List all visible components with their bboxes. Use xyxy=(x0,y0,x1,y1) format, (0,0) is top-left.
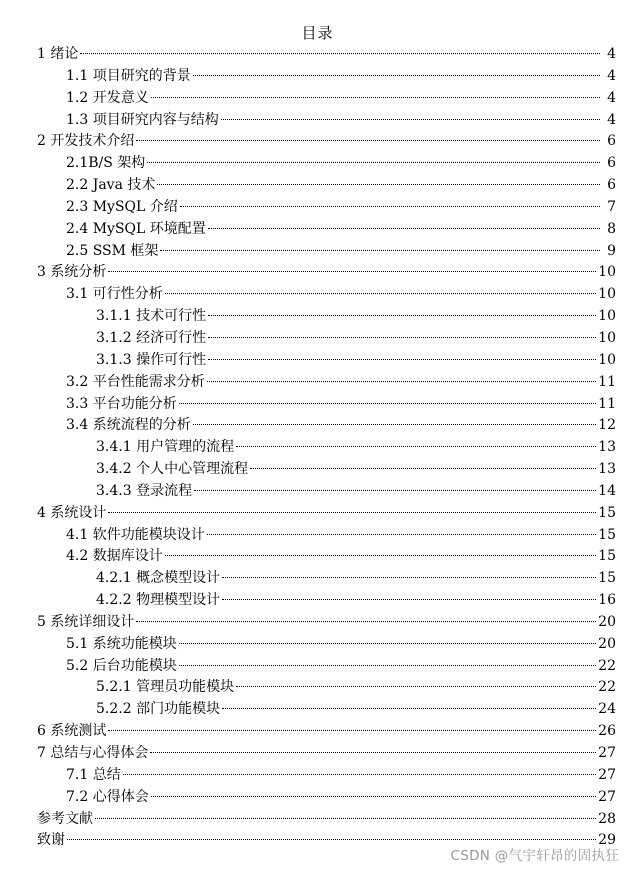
toc-entry-label: 3.1.1 技术可行性 xyxy=(96,308,207,325)
dot-leader xyxy=(150,752,596,753)
toc-entry-page-number: 8 xyxy=(607,220,616,237)
toc-entry-page-number: 24 xyxy=(598,701,616,718)
dot-leader xyxy=(222,577,596,578)
toc-entry-page-number: 15 xyxy=(598,526,616,543)
toc-entry-page-number: 7 xyxy=(607,198,616,215)
dot-leader xyxy=(222,599,596,600)
toc-entry-page-number: 6 xyxy=(607,133,616,150)
toc-entry[interactable] xyxy=(37,612,616,634)
dot-leader xyxy=(179,643,596,644)
toc-entry-label: 5.2.1 管理员功能模块 xyxy=(96,679,235,696)
toc-entry-page-number: 13 xyxy=(598,461,616,478)
toc-entry[interactable] xyxy=(37,306,616,328)
toc-entry-label: 5.1 系统功能模块 xyxy=(66,635,177,652)
toc-entry[interactable] xyxy=(37,131,616,153)
toc-entry-label: 2.5 SSM 框架 xyxy=(66,242,159,259)
toc-entry-page-number: 10 xyxy=(598,329,616,346)
watermark: CSDN @气宇轩昂的固执狂 xyxy=(450,848,619,864)
dot-leader xyxy=(80,53,600,54)
toc-entry-page-number: 10 xyxy=(598,351,616,368)
toc-entry[interactable] xyxy=(37,372,616,394)
dot-leader xyxy=(236,686,596,687)
dot-leader xyxy=(157,184,600,185)
toc-entry[interactable] xyxy=(37,153,616,175)
toc-entry-label: 3.3 平台功能分析 xyxy=(66,395,177,412)
dot-leader xyxy=(95,818,596,819)
dot-leader xyxy=(250,468,596,469)
dot-leader xyxy=(207,381,596,382)
toc-entry[interactable] xyxy=(37,765,616,787)
dot-leader xyxy=(108,730,596,731)
toc-entry[interactable] xyxy=(37,699,616,721)
dot-leader xyxy=(151,97,600,98)
dot-leader xyxy=(165,293,596,294)
toc-entry-label: 3.4 系统流程的分析 xyxy=(66,417,191,434)
dot-leader xyxy=(136,621,596,622)
toc-entry[interactable] xyxy=(37,437,616,459)
toc-entry-label: 4.1 软件功能模块设计 xyxy=(66,526,205,543)
toc-entry-page-number: 14 xyxy=(598,482,616,499)
toc-entry[interactable] xyxy=(37,809,616,831)
dot-leader xyxy=(221,119,600,120)
toc-entry[interactable] xyxy=(37,459,616,481)
toc-entry-page-number: 10 xyxy=(598,286,616,303)
toc-entry[interactable] xyxy=(37,66,616,88)
toc-entry-label: 参考文献 xyxy=(37,810,93,827)
toc-entry[interactable] xyxy=(37,328,616,350)
toc-entry[interactable] xyxy=(37,197,616,219)
toc-entry-page-number: 27 xyxy=(598,745,616,761)
toc-entry-page-number: 10 xyxy=(598,308,616,325)
toc-entry-label: 1.1 项目研究的背景 xyxy=(66,67,191,84)
toc-entry-page-number: 6 xyxy=(607,177,616,194)
toc-entry-label: 5 系统详细设计 xyxy=(37,613,135,630)
toc-entry-page-number: 28 xyxy=(598,810,616,827)
dot-leader xyxy=(108,512,596,513)
toc-entry-label: 3.4.3 登录流程 xyxy=(96,482,193,499)
toc-entry-page-number: 11 xyxy=(598,373,616,390)
toc-entry-page-number: 15 xyxy=(598,570,616,587)
toc-entry-label: 3.4.1 用户管理的流程 xyxy=(96,439,235,456)
toc-entry-page-number: 13 xyxy=(598,439,616,456)
dot-leader xyxy=(222,708,596,709)
toc-entry-page-number: 27 xyxy=(598,788,616,805)
dot-leader xyxy=(179,403,596,404)
toc-entry[interactable] xyxy=(37,677,616,699)
toc-entry-label: 2.2 Java 技术 xyxy=(66,177,156,194)
dot-leader xyxy=(151,796,596,797)
dot-leader xyxy=(136,140,600,141)
dot-leader xyxy=(179,665,596,666)
toc-entry-label: 4.2.2 物理模型设计 xyxy=(96,592,221,609)
toc-entry[interactable] xyxy=(37,219,616,241)
toc-entry[interactable] xyxy=(37,656,616,678)
toc-entry[interactable] xyxy=(37,284,616,306)
dot-leader xyxy=(208,359,596,360)
dot-leader xyxy=(193,75,600,76)
dot-leader xyxy=(123,774,596,775)
toc-entry[interactable] xyxy=(37,481,616,503)
toc-title: 目录 xyxy=(301,24,334,42)
toc-entry-page-number: 4 xyxy=(607,111,616,128)
toc-entry[interactable] xyxy=(37,743,616,765)
toc-entry-page-number: 11 xyxy=(598,395,616,412)
toc-entry-page-number: 6 xyxy=(607,155,616,172)
toc-entry-label: 2 开发技术介绍 xyxy=(37,133,135,150)
toc-entry-label: 4.2.1 概念模型设计 xyxy=(96,570,221,587)
toc-entry[interactable] xyxy=(37,525,616,547)
toc-entry[interactable] xyxy=(37,88,616,110)
dot-leader xyxy=(108,271,596,272)
toc-entry-label: 2.3 MySQL 介绍 xyxy=(66,198,178,215)
toc-entry-label: 4.2 数据库设计 xyxy=(66,548,163,565)
toc-entry-label: 3 系统分析 xyxy=(37,264,107,281)
toc-entry[interactable] xyxy=(37,634,616,656)
toc-entry-page-number: 4 xyxy=(607,46,616,62)
toc-entry-page-number: 20 xyxy=(598,613,616,630)
toc-entry[interactable] xyxy=(37,175,616,197)
toc-entry-label: 7 总结与心得体会 xyxy=(37,745,149,761)
toc-entry[interactable] xyxy=(37,787,616,809)
toc-entry-label: 2.4 MySQL 环境配置 xyxy=(66,220,206,237)
toc-entry-label: 5.2 后台功能模块 xyxy=(66,657,177,674)
toc-entry-label: 3.1.3 操作可行性 xyxy=(96,351,207,368)
dot-leader xyxy=(67,839,596,840)
dot-leader xyxy=(180,206,600,207)
dot-leader xyxy=(208,315,596,316)
toc-entry[interactable] xyxy=(37,721,616,743)
toc-entry-label: 3.1 可行性分析 xyxy=(66,286,163,303)
toc-entry[interactable] xyxy=(37,110,616,132)
dot-leader xyxy=(207,534,596,535)
toc-entry-page-number: 4 xyxy=(607,67,616,84)
toc-entry[interactable] xyxy=(37,241,616,263)
dot-leader xyxy=(160,250,600,251)
dot-leader xyxy=(193,424,596,425)
dot-leader xyxy=(236,446,596,447)
toc-entry-page-number: 4 xyxy=(607,89,616,106)
toc-entry[interactable] xyxy=(37,590,616,612)
toc-entry[interactable] xyxy=(37,546,616,568)
dot-leader xyxy=(147,162,600,163)
toc-entry-label: 1 绪论 xyxy=(37,46,79,62)
toc-entry-page-number: 15 xyxy=(598,548,616,565)
toc-entry-page-number: 29 xyxy=(598,832,616,849)
toc-entry[interactable] xyxy=(37,350,616,372)
toc-list xyxy=(37,44,616,852)
dot-leader xyxy=(194,490,596,491)
dot-leader xyxy=(208,228,600,229)
toc-entry[interactable] xyxy=(37,262,616,284)
toc-entry-page-number: 10 xyxy=(598,264,616,281)
toc-entry-label: 2.1B/S 架构 xyxy=(66,155,146,172)
toc-entry[interactable] xyxy=(37,394,616,416)
dot-leader xyxy=(208,337,596,338)
toc-entry-label: 3.1.2 经济可行性 xyxy=(96,329,207,346)
toc-entry[interactable] xyxy=(37,44,616,66)
dot-leader xyxy=(165,555,596,556)
toc-entry-label: 致谢 xyxy=(37,832,65,849)
toc-entry-label: 3.4.2 个人中心管理流程 xyxy=(96,461,249,478)
toc-entry-label: 5.2.2 部门功能模块 xyxy=(96,701,221,718)
toc-entry[interactable] xyxy=(37,415,616,437)
toc-entry[interactable] xyxy=(37,503,616,525)
toc-entry-label: 3.2 平台性能需求分析 xyxy=(66,373,205,390)
toc-entry-page-number: 20 xyxy=(598,635,616,652)
toc-entry-page-number: 9 xyxy=(607,242,616,259)
toc-entry-page-number: 22 xyxy=(598,679,616,696)
toc-entry-page-number: 22 xyxy=(598,657,616,674)
toc-entry-page-number: 16 xyxy=(598,592,616,609)
toc-entry-page-number: 27 xyxy=(598,766,616,783)
toc-entry-label: 1.3 项目研究内容与结构 xyxy=(66,111,219,128)
toc-entry-label: 7.2 心得体会 xyxy=(66,788,149,805)
toc-entry-page-number: 12 xyxy=(598,417,616,434)
toc-entry-label: 4 系统设计 xyxy=(37,504,107,521)
toc-entry-label: 6 系统测试 xyxy=(37,723,107,740)
toc-entry-label: 1.2 开发意义 xyxy=(66,89,149,106)
toc-entry-label: 7.1 总结 xyxy=(66,766,121,783)
toc-entry-page-number: 26 xyxy=(598,723,616,740)
toc-entry-page-number: 15 xyxy=(598,504,616,521)
toc-entry[interactable] xyxy=(37,568,616,590)
